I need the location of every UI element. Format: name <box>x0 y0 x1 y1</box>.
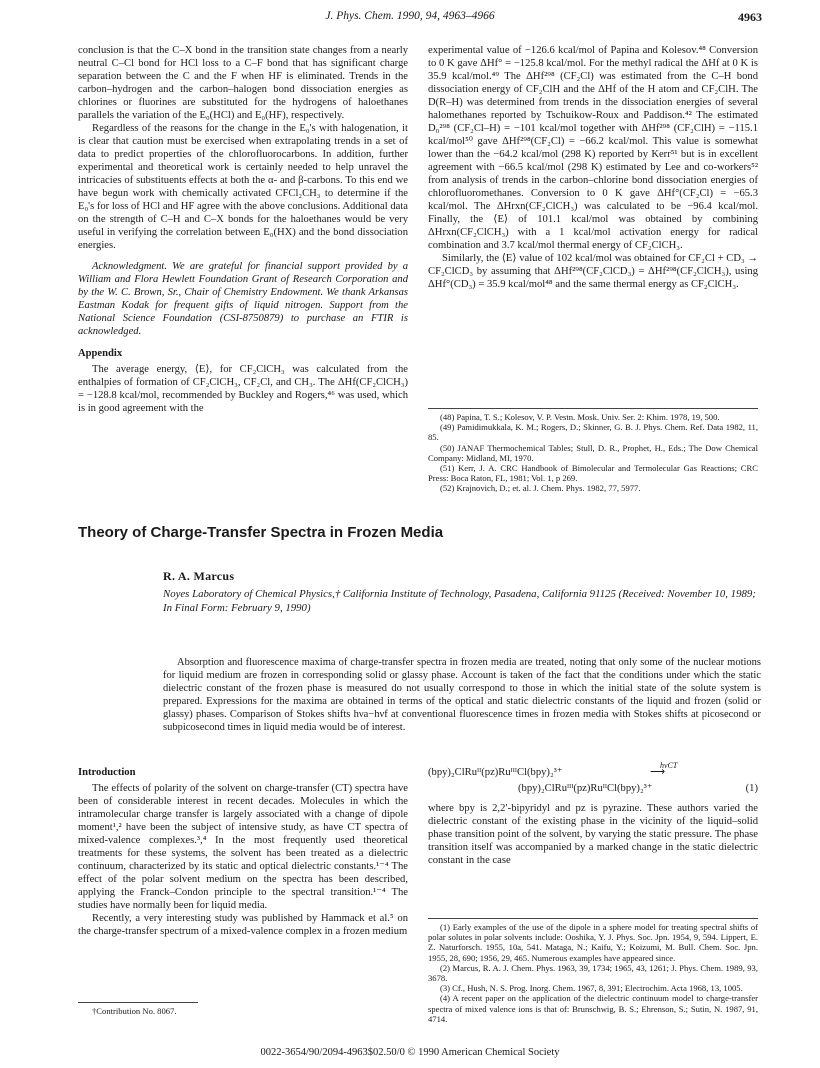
equation-number: (1) <box>745 783 758 794</box>
reference-item: (52) Krajnovich, D.; et. al. J. Chem. Phys. 1982, 77, 5977. <box>440 483 641 494</box>
body-paragraph: Recently, a very interesting study was published by Hammack et al.⁵ on the charge-transfer spectrum of a mixed-valence complex in a frozen medium <box>78 913 408 937</box>
article-affiliation: Noyes Laboratory of Chemical Physics,† California Institute of Technology, Pasadena, California 91125 (Received: November 10, 1989; In Final Form: February 9, 1990) <box>163 588 756 614</box>
equation-product: (bpy)₂ClRuᴵᴵᴵ(pz)RuᴵᴵCl(bpy)₂³⁺ <box>518 783 653 794</box>
article-abstract: Absorption and fluorescence maxima of charge-transfer spectra in frozen media are treated, noting that only some of the nuclear motions for liquid medium are frozen in corresponding solid or glassy phase. Account is taken of the fact that the conditions under which the static dielectric constant of the frozen phase is measured do not usually correspond to those in which the initial state of the solute system is prepared. Expressions for the maxima are obtained in terms of the optical and static dielectric constants of the liquid and frozen (solid or glassy) phases. Comparison of Stokes shifts hνa−hνf at conventional fluorescence times in frozen media with Stokes shifts at picosecond or subpicosecond times in liquid media would be of interest. <box>163 657 761 733</box>
acknowledgment: Acknowledgment. We are grateful for financial support provided by a William and Flora Hewlett Foundation Grant of Research Corporation and by the W. C. Brown, Sr., Chair of Chemistry Endowment. We thank Arkansas Eastman Kodak for frequent gifts of liquid nitrogen. Support from the National Science Foundation (CSI-8750879) to purchase an FTIR is acknowledged. <box>78 261 408 337</box>
body-paragraph: conclusion is that the C–X bond in the transition state changes from a nearly neutral C–Cl bond for HCl loss to a C–F bond that has significant charge separation between the C and the F when HF is eliminated. Trends in the carbon–hydrogen and the carbon–halogen bond dissociation energies as chlorines or fluorines are substituted for the hydrogens of haloethanes parallels the variation of the E₀(HCl) and E₀(HF), respectively. <box>78 45 408 121</box>
body-paragraph: The average energy, ⟨E⟩, for CF₂ClCH₃ was calculated from the enthalpies of formation of CF₂ClCH₃, CF₂Cl, and CH₃. The ΔHf(CF₂ClCH₃) = −128.8 kcal/mol, recommended by Buckley and Rogers,⁴⁶ was used, which is in good agreement with the <box>78 364 408 414</box>
introduction-heading: Introduction <box>78 767 136 778</box>
prev-article-left-column <box>78 44 408 415</box>
equation-arrow-label: hνCT <box>660 761 678 770</box>
footnote-item: (1) Early examples of the use of the dipole in a sphere model for treating spectral shifts of polar solutes in polar solvents include: Ooshika, Y. J. Phys. Soc. Jpn. 1954, 9, 594. Lippert, E. Z. Naturforsch. 1955, 10a, 541. Mataga, N.; Kaifu, Y.; Koizumi, M. Bull. Chem. Soc. Jpn. 1955, 28, 690; 1956, 29, 465. Numerous examples have appeared since. <box>428 922 758 963</box>
appendix-heading: Appendix <box>78 348 123 359</box>
references-divider <box>428 408 758 409</box>
article-footnotes <box>428 922 758 1024</box>
reference-item: (49) Pamidimukkala, K. M.; Rogers, D.; Skinner, G. B. J. Phys. Chem. Ref. Data 1982, 11, 85. <box>428 422 758 443</box>
body-paragraph: Similarly, the ⟨E⟩ value of 102 kcal/mol was obtained for CF₂Cl + CD₃ → CF₂ClCD₃ by assuming that ΔHf²⁹⁸(CF₂ClCD₃) = ΔHf²⁹⁸(CF₂ClCH₃), using ΔHf°(CD₃) = 35.9 kcal/mol⁴⁸ and the same thermal energy as CF₂ClCH₃. <box>428 253 758 290</box>
article-right-column <box>428 761 758 867</box>
body-paragraph: Regardless of the reasons for the change in the E₀'s with halogenation, it is clear that caution must be exercised when extrapolating trends in a set of data to predict properties of the chlorofluorocarbons. In addition, further experimental and theoretical work is certainly needed to help unravel the intricacies of substituents effects at both the α- and β-carbons. To this end we have begun work with chemically activated CFCl₂CH₃ to determine if the E₀'s for loss of HCl and HF agree with the above conclusions. Additional data on the strength of C–H and C–X bonds for the haloethanes would be very useful in verifying the correlation between E₀(HX) and the bond dissociation energies. <box>78 123 408 251</box>
journal-citation: J. Phys. Chem. 1990, 94, 4963–4966 <box>325 10 495 22</box>
footnote-item: (4) A recent paper on the application of the dielectric continuum model to charge-transfer spectra of mixed valence ions is that of: Brunschwig, B. S.; Ehrenson, S.; Sutin, N. 1987, 91, 4714. <box>428 993 758 1024</box>
equation-reactant: (bpy)₂ClRuᴵᴵ(pz)RuᴵᴵᴵCl(bpy)₂³⁺ <box>428 767 563 778</box>
page-number: 4963 <box>738 10 762 24</box>
body-paragraph: The effects of polarity of the solvent on charge-transfer (CT) spectra have been of considerable interest in recent decades. Molecules in which the intramolecular charge transfer is largely associated with a change of dipole moment¹,² have been the subject of intensive study, as have CT spectra of mixed-valence complexes.³,⁴ In the most frequently used theoretical treatments for these systems, the solvent has been treated as a dielectric continuum, characterized by its static and optical dielectric constants.¹⁻⁴ The effect of the polar solvent medium on the spectra has been described, applying the Franck–Condon principle to the spectral transition.¹⁻⁴ The studies have normally been for liquid media. <box>78 783 408 911</box>
footnotes-divider <box>428 918 758 919</box>
prev-references <box>428 412 758 494</box>
footnote-item: (3) Cf., Hush, N. S. Prog. Inorg. Chem. 1967, 8, 391; Electrochim. Acta 1968, 13, 1005. <box>440 983 743 994</box>
body-paragraph: experimental value of −126.6 kcal/mol of Papina and Kolesov.⁴⁸ Conversion to 0 K gave ΔHf° = −125.8 kcal/mol. For the methyl radical the ΔHf at 0 K is 35.9 kcal/mol.⁴⁹ The ΔHf²⁹⁸ (CF₂Cl) was estimated from the C–H bond dissociation energy of CF₂ClH and the ΔHf of the H atom and CF₂ClH. The D(R–H) was determined from trends in the dissociation energies of several halomethanes reported by Tschuikow-Roux and Paddison.⁴² The estimated D₀²⁹⁸ (CF₂Cl–H) = −101 kcal/mol together with ΔHf²⁹⁸ (CF₂ClH) = −115.1 kcal/mol⁵⁰ gave ΔHf²⁹⁸(CF₂Cl) = −66.2 kcal/mol. This value is somewhat lower than the −64.2 kcal/mol (298 K) reported by Kerr⁵¹ but is in excellent agreement with −66.5 kcal/mol (298 K) estimated by Lee and co-workers⁵² from analysis of trends in the carbon–chlorine bond dissociation energies of chlorofluoromethanes. Conversion to 0 K gave ΔHf°(CF₂Cl) = −65.3 kcal/mol. The ΔHrxn(CF₂ClCH₃) was calculated to be −96.4 kcal/mol. Finally, the ⟨E⟩ of 101.1 kcal/mol was obtained by combining ΔHrxn(CF₂ClCH₃) with a 1 kcal/mol activation energy for radical combination and 3.7 kcal/mol thermal energy of CF₂ClCH₃. <box>428 45 758 251</box>
prev-article-right-column <box>428 44 758 291</box>
reference-item: (51) Kerr, J. A. CRC Handbook of Bimolecular and Termolecular Gas Reactions; CRC Press: Boca Raton, FL, 1981; Vol. 1, p 269. <box>428 463 758 484</box>
running-header <box>0 10 820 30</box>
page-footer: 0022-3654/90/2094-4963$02.50/0 © 1990 American Chemical Society <box>260 1047 560 1058</box>
footnote-divider <box>78 1002 198 1003</box>
article-author: R. A. Marcus <box>163 569 235 583</box>
article-title: Theory of Charge-Transfer Spectra in Frozen Media <box>78 524 444 541</box>
article-left-column <box>78 766 408 938</box>
contribution-footnote: †Contribution No. 8067. <box>92 1006 177 1016</box>
footnote-item: (2) Marcus, R. A. J. Chem. Phys. 1963, 39, 1734; 1965, 43, 1261; J. Phys. Chem. 1989, 93, 3678. <box>428 962 758 984</box>
body-paragraph: where bpy is 2,2′-bipyridyl and pz is pyrazine. These authors varied the dielectric constant of the existing phase in the vicinity of the liquid–solid phase transition point of the solvent, by varying the static pressure. The phase transition itself was accompanied by a marked change in the static dielectric constant in the case <box>428 803 758 866</box>
reference-item: (50) JANAF Thermochemical Tables; Stull, D. R., Prophet, H., Eds.; The Dow Chemical Company: Midland, MI, 1970. <box>428 442 758 463</box>
equation-1 <box>428 761 758 798</box>
reference-item: (48) Papina, T. S.; Kolesov, V. P. Vestn. Mosk. Univ. Ser. 2: Khim. 1978, 19, 500. <box>440 412 720 422</box>
reaction-arrow-icon: ⟶ <box>650 767 666 778</box>
